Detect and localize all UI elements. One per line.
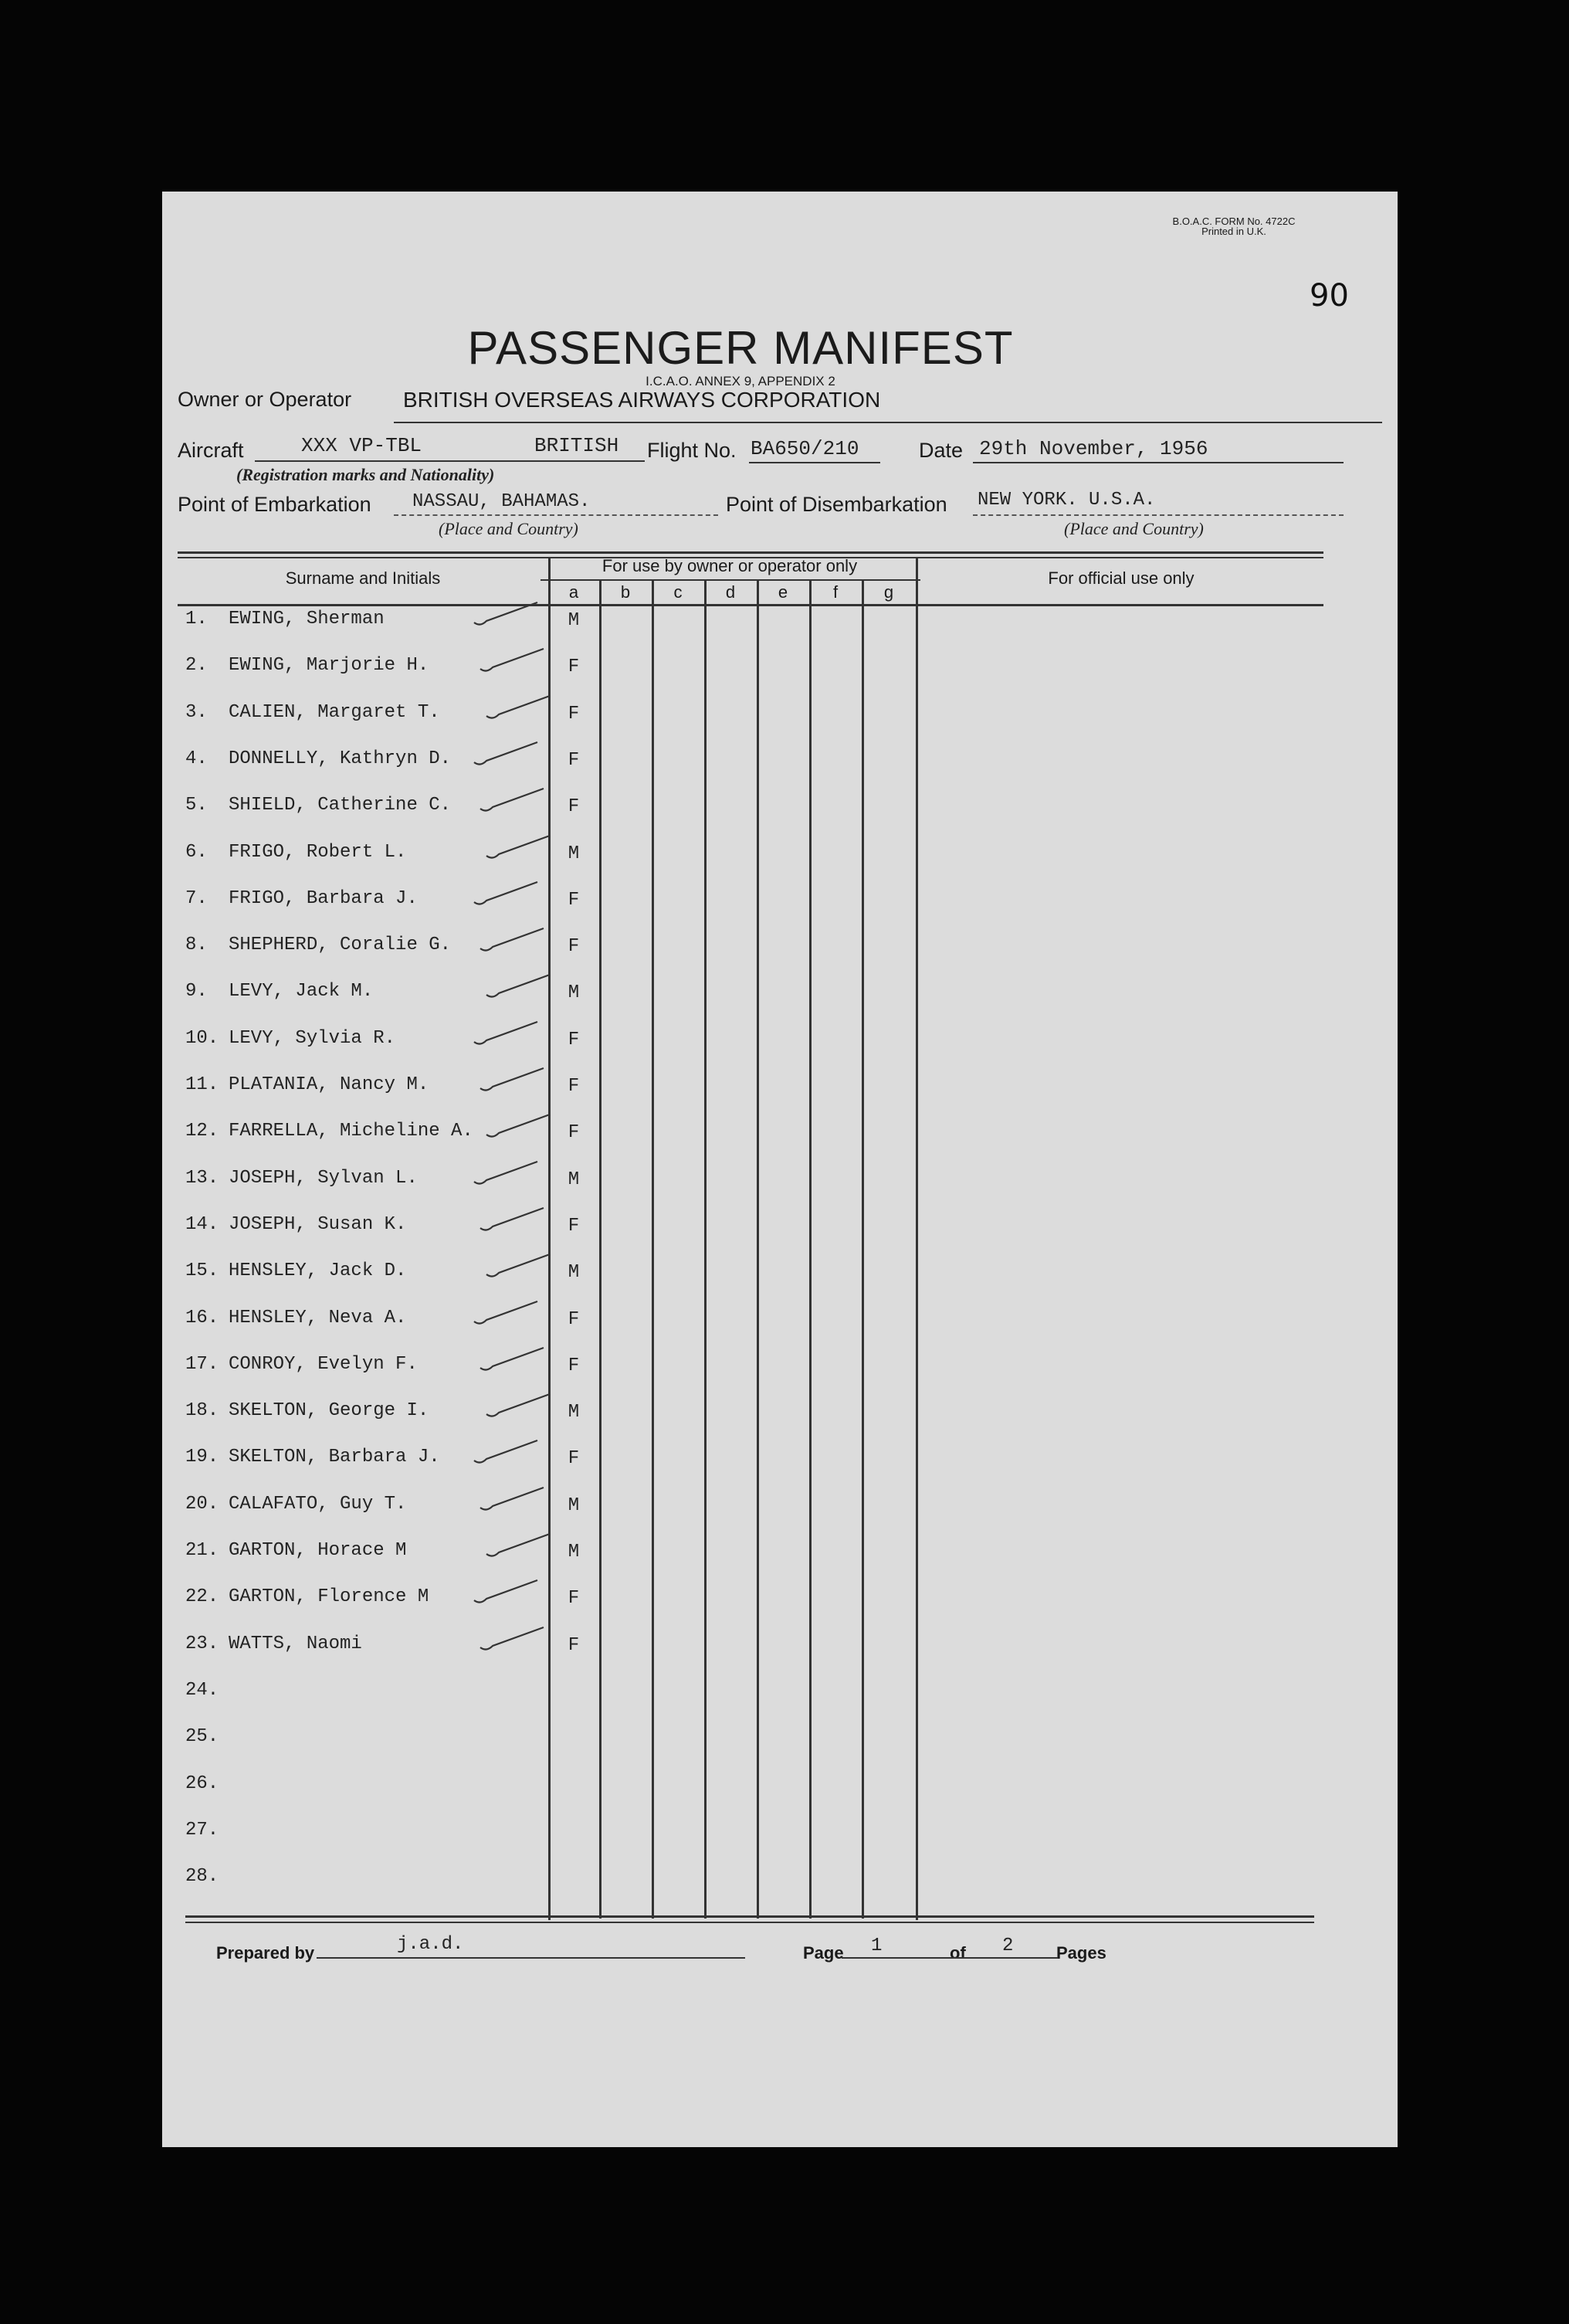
- check-mark-icon: [483, 1111, 553, 1139]
- subcolumn-header-b: b: [620, 582, 631, 602]
- passenger-sex: F: [568, 1216, 580, 1237]
- row-number: 8.: [185, 935, 208, 955]
- owner-underline: [394, 422, 1382, 423]
- row-number: 18.: [185, 1400, 219, 1421]
- passenger-sex: M: [568, 1169, 580, 1190]
- passenger-name: CALIEN, Margaret T.: [229, 702, 440, 723]
- row-number: 23.: [185, 1634, 219, 1654]
- passenger-sex: F: [568, 796, 580, 817]
- passenger-name: CALAFATO, Guy T.: [229, 1494, 407, 1515]
- owner-value: BRITISH OVERSEAS AIRWAYS CORPORATION: [403, 388, 881, 412]
- passenger-name: DONNELLY, Kathryn D.: [229, 748, 452, 769]
- aircraft-nationality: BRITISH: [534, 434, 619, 457]
- row-number: 22.: [185, 1586, 219, 1607]
- of-label: of: [950, 1943, 966, 1963]
- passenger-sex: M: [568, 1542, 580, 1562]
- disembarkation-value: NEW YORK. U.S.A.: [978, 490, 1156, 511]
- check-mark-icon: [471, 1437, 541, 1465]
- table-top-rule: [178, 551, 1323, 554]
- row-number: 20.: [185, 1494, 219, 1515]
- column-line: [757, 581, 759, 1919]
- passenger-sex: F: [568, 750, 580, 771]
- check-mark-icon: [483, 1251, 553, 1279]
- passenger-name: GARTON, Horace M: [229, 1540, 407, 1561]
- document-subtitle: I.C.A.O. ANNEX 9, APPENDIX 2: [646, 374, 835, 388]
- passenger-name: LEVY, Jack M.: [229, 981, 374, 1002]
- passenger-name: SKELTON, George I.: [229, 1400, 429, 1421]
- passenger-name: HENSLEY, Jack D.: [229, 1260, 407, 1281]
- row-number: 25.: [185, 1726, 219, 1747]
- row-number: 12.: [185, 1121, 219, 1142]
- passenger-sex: F: [568, 656, 580, 677]
- manifest-sheet: [162, 192, 1398, 2147]
- row-number: 4.: [185, 748, 208, 769]
- disembarkation-caption: (Place and Country): [1064, 519, 1204, 538]
- row-number: 2.: [185, 655, 208, 676]
- check-mark-icon: [483, 693, 553, 721]
- row-number: 10.: [185, 1028, 219, 1049]
- check-mark-icon: [477, 646, 547, 673]
- column-line: [599, 581, 602, 1919]
- passenger-name: PLATANIA, Nancy M.: [229, 1074, 429, 1095]
- table-bottom-rule-2: [185, 1922, 1314, 1923]
- passenger-sex: M: [568, 843, 580, 864]
- embarkation-caption: (Place and Country): [439, 519, 578, 538]
- row-number: 24.: [185, 1680, 219, 1701]
- row-number: 9.: [185, 981, 208, 1002]
- owner-label: Owner or Operator: [178, 388, 352, 411]
- table-header-rule: [178, 604, 1323, 606]
- passenger-name: SHIELD, Catherine C.: [229, 795, 452, 816]
- check-mark-icon: [471, 1577, 541, 1605]
- subcolumn-header-a: a: [568, 582, 579, 602]
- flight-label: Flight No.: [647, 439, 737, 462]
- passenger-name: FARRELLA, Micheline A.: [229, 1121, 473, 1142]
- aircraft-registration: XXX VP-TBL: [301, 434, 422, 457]
- aircraft-underline: [255, 460, 645, 462]
- row-number: 17.: [185, 1354, 219, 1375]
- passenger-name: EWING, Sherman: [229, 609, 385, 629]
- row-number: 11.: [185, 1074, 219, 1095]
- subcolumn-header-g: g: [883, 582, 894, 602]
- passenger-sex: F: [568, 704, 580, 724]
- form-reference-line1: B.O.A.C. FORM No. 4722C: [1172, 215, 1296, 227]
- row-number: 28.: [185, 1866, 219, 1887]
- passenger-sex: F: [568, 1076, 580, 1097]
- passenger-name: LEVY, Sylvia R.: [229, 1028, 396, 1049]
- col-surname-header: Surname and Initials: [285, 568, 441, 588]
- row-number: 15.: [185, 1260, 219, 1281]
- passenger-sex: M: [568, 1262, 580, 1283]
- passenger-name: WATTS, Naomi: [229, 1634, 362, 1654]
- prepared-by-value: j.a.d.: [397, 1934, 464, 1955]
- aircraft-label: Aircraft: [178, 439, 244, 462]
- row-number: 1.: [185, 609, 208, 629]
- page-label: Page: [803, 1943, 844, 1963]
- check-mark-icon: [477, 925, 547, 953]
- embarkation-value: NASSAU, BAHAMAS.: [412, 491, 591, 512]
- passenger-sex: F: [568, 1309, 580, 1330]
- page-underline: [842, 1957, 1058, 1959]
- check-mark-icon: [483, 972, 553, 999]
- passenger-sex: F: [568, 1635, 580, 1656]
- passenger-name: SHEPHERD, Coralie G.: [229, 935, 452, 955]
- flight-value: BA650/210: [751, 437, 859, 460]
- passenger-name: GARTON, Florence M: [229, 1586, 429, 1607]
- check-mark-icon: [483, 1531, 553, 1559]
- row-number: 16.: [185, 1308, 219, 1328]
- column-line: [704, 581, 707, 1919]
- date-label: Date: [919, 439, 964, 462]
- passenger-name: SKELTON, Barbara J.: [229, 1447, 440, 1467]
- check-mark-icon: [477, 1345, 547, 1372]
- total-pages: 2: [1002, 1936, 1014, 1956]
- check-mark-icon: [477, 1484, 547, 1512]
- subcolumn-header-f: f: [832, 582, 839, 602]
- passenger-sex: F: [568, 890, 580, 911]
- check-mark-icon: [471, 739, 541, 767]
- page-stamp-number: 90: [1310, 278, 1349, 314]
- passenger-sex: M: [568, 982, 580, 1003]
- col-owner-header: For use by owner or operator only: [602, 556, 858, 575]
- passenger-name: EWING, Marjorie H.: [229, 655, 429, 676]
- passenger-name: HENSLEY, Neva A.: [229, 1308, 407, 1328]
- passenger-sex: F: [568, 1448, 580, 1469]
- column-line: [862, 581, 864, 1919]
- embarkation-label: Point of Embarkation: [178, 493, 371, 516]
- table-bottom-rule: [185, 1915, 1314, 1918]
- passenger-sex: F: [568, 1122, 580, 1143]
- check-mark-icon: [471, 879, 541, 907]
- pages-label: Pages: [1056, 1943, 1106, 1963]
- row-number: 27.: [185, 1820, 219, 1841]
- subcolumn-header-e: e: [778, 582, 788, 602]
- passenger-name: JOSEPH, Susan K.: [229, 1214, 407, 1235]
- form-reference: [1141, 216, 1327, 236]
- column-line: [809, 581, 812, 1919]
- disembarkation-underline: [973, 514, 1344, 516]
- passenger-name: JOSEPH, Sylvan L.: [229, 1168, 418, 1189]
- row-number: 19.: [185, 1447, 219, 1467]
- check-mark-icon: [483, 833, 553, 860]
- check-mark-icon: [477, 1205, 547, 1233]
- embarkation-underline: [394, 514, 718, 516]
- passenger-sex: M: [568, 1495, 580, 1516]
- passenger-sex: F: [568, 1588, 580, 1609]
- document-title: PASSENGER MANIFEST: [467, 322, 1014, 374]
- page-number: 1: [871, 1936, 883, 1956]
- row-number: 14.: [185, 1214, 219, 1235]
- col-official-header: For official use only: [1048, 568, 1195, 588]
- row-number: 6.: [185, 842, 208, 863]
- check-mark-icon: [471, 1298, 541, 1326]
- row-number: 3.: [185, 702, 208, 723]
- date-underline: [973, 462, 1344, 463]
- check-mark-icon: [477, 1065, 547, 1093]
- passenger-sex: M: [568, 1402, 580, 1423]
- row-number: 21.: [185, 1540, 219, 1561]
- row-number: 26.: [185, 1773, 219, 1794]
- row-number: 5.: [185, 795, 208, 816]
- date-value: 29th November, 1956: [979, 437, 1208, 460]
- aircraft-caption: (Registration marks and Nationality): [236, 465, 495, 484]
- subcolumn-header-c: c: [673, 582, 683, 602]
- column-line: [548, 558, 551, 1920]
- passenger-sex: F: [568, 1355, 580, 1376]
- column-line: [652, 581, 654, 1919]
- disembarkation-label: Point of Disembarkation: [726, 493, 947, 516]
- prepared-by-underline: [317, 1957, 745, 1959]
- row-number: 7.: [185, 888, 208, 909]
- check-mark-icon: [483, 1391, 553, 1419]
- passenger-name: CONROY, Evelyn F.: [229, 1354, 418, 1375]
- passenger-name: FRIGO, Barbara J.: [229, 888, 418, 909]
- passenger-sex: F: [568, 936, 580, 957]
- passenger-name: FRIGO, Robert L.: [229, 842, 407, 863]
- row-number: 13.: [185, 1168, 219, 1189]
- check-mark-icon: [471, 1159, 541, 1186]
- flight-underline: [749, 462, 880, 463]
- check-mark-icon: [471, 1019, 541, 1047]
- column-line: [916, 558, 918, 1920]
- check-mark-icon: [471, 599, 541, 627]
- form-reference-line2: Printed in U.K.: [1201, 226, 1266, 237]
- passenger-sex: F: [568, 1030, 580, 1050]
- check-mark-icon: [477, 1624, 547, 1652]
- passenger-sex: M: [568, 610, 580, 631]
- prepared-by-label: Prepared by: [216, 1943, 315, 1963]
- check-mark-icon: [477, 785, 547, 813]
- subcolumn-header-d: d: [725, 582, 736, 602]
